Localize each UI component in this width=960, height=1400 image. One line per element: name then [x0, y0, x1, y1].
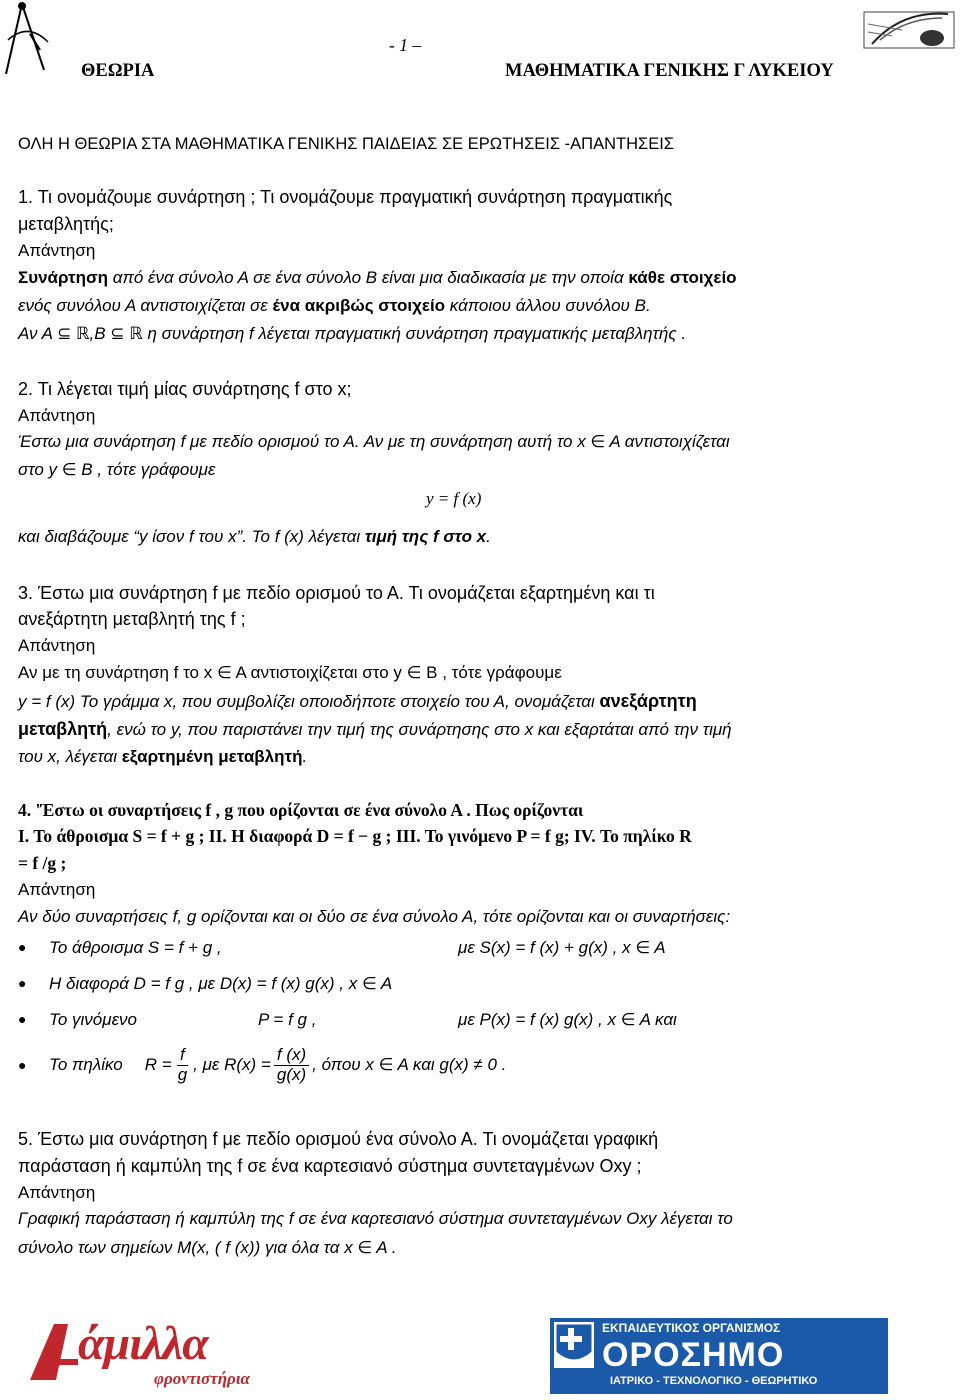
question-1-line-1: 1. Τι ονομάζουμε συνάρτηση ; Τι ονομάζουμε πραγματική συνάρτηση πραγματικής	[18, 187, 673, 207]
answer-label: Απάντηση	[18, 636, 96, 655]
document-title: ΟΛΗ Η ΘΕΩΡΙΑ ΣΤΑ ΜΑΘΗΜΑΤΙΚΑ ΓΕΝΙΚΗΣ ΠΑΙΔΕΙΑΣ ΣΕ ΕΡΩΤΗΣΕΙΣ -ΑΠΑΝΤΗΣΕΙΣ	[18, 135, 674, 153]
subset-icon: ⊆	[57, 324, 72, 343]
answer-4-intro: Αν δύο συναρτήσεις f, g ορίζονται και οι δύο σε ένα σύνολο Α, τότε ορίζονται και οι συναρτήσεις:	[18, 907, 731, 926]
answer-1-line-2: ενός συνόλου Α αντιστοιχίζεται σε ένα ακριβώς στοιχείο κάποιου άλλου συνόλου Β.	[18, 296, 651, 315]
question-4-title-3: = f /g ;	[18, 853, 67, 873]
page-number: - 1 –	[389, 35, 422, 55]
question-2-title: 2. Τι λέγεται τιμή μίας συνάρτησης f στο x;	[18, 379, 352, 399]
answer-1-line-3: Αν Α ⊆ ℝ,Β ⊆ ℝ η συνάρτηση f λέγεται πραγματική συνάρτηση πραγματικής μεταβλητής .	[18, 324, 687, 343]
bullet-icon: ●	[18, 977, 27, 992]
answer-5-line-1: Γραφική παράσταση ή καμπύλη της f σε ένα καρτεσιανό σύστημα συντεταγμένων Oxy λέγεται το	[18, 1209, 733, 1228]
header-right-title: ΜΑΘΗΜΑΤΙΚΑ ΓΕΝΙΚΗΣ Γ ΛΥΚΕΙΟΥ	[505, 61, 834, 81]
answer-label: Απάντηση	[18, 406, 96, 425]
question-4-title-1: 4. 'Έστω οι συναρτήσεις f , g που ορίζονται σε ένα σύνολο Α . Πως ορίζονται	[18, 800, 584, 820]
question-3-title-1: 3. Έστω μια συνάρτηση f με πεδίο ορισμού το Α. Τι ονομάζεται εξαρτημένη και τι	[18, 583, 655, 603]
answer-label: Απάντηση	[18, 880, 96, 899]
question-3-title-2: ανεξάρτητη μεταβλητή της f ;	[18, 609, 246, 629]
amilla-brand: άμιλλα	[78, 1317, 208, 1370]
product-definition: με P(x) = f (x) g(x) , x ∈ A και	[458, 1010, 677, 1029]
amilla-logo	[26, 1318, 274, 1392]
answer-3-line-1: Αν με τη συνάρτηση f το x ∈ A αντιστοιχίζεται στο y ∈ B , τότε γράφουμε	[18, 663, 562, 682]
bullet-icon: ●	[18, 1013, 27, 1028]
answer-5-line-2: σύνολο των σημείων M(x, ( f (x)) για όλα τα x ∈ A .	[18, 1238, 397, 1257]
question-5-title-2: παράσταση ή καμπύλη της f σε ένα καρτεσιανό σύστημα συντεταγμένων Oxy ;	[18, 1156, 642, 1176]
question-1-line-2: μεταβλητής;	[18, 214, 114, 234]
question-4-title-2: Ι. Το άθροισμα S = f + g ; ΙΙ. Η διαφορά D = f − g ; ΙΙΙ. Το γινόμενο P = f g; IV. Το πηλίκο R	[18, 826, 692, 846]
product-equation: P = f g ,	[258, 1010, 317, 1029]
sum-label: Το άθροισμα S = f + g ,	[49, 938, 222, 957]
product-label: Το γινόμενο	[49, 1010, 137, 1029]
header-left-title: ΘΕΩΡΙΑ	[81, 61, 155, 81]
answer-3-line-4: του x, λέγεται εξαρτημένη μεταβλητή.	[18, 747, 308, 766]
difference-definition: Η διαφορά D = f g , με D(x) = f (x) g(x) , x ∈ A	[49, 974, 393, 993]
answer-label: Απάντηση	[18, 1183, 96, 1202]
formula-y-equals-fx: y = f (x)	[426, 489, 482, 508]
greek-flag-shield-icon	[554, 1322, 594, 1368]
answer-label: Απάντηση	[18, 241, 96, 260]
bullet-icon: ●	[18, 941, 27, 956]
answer-3-line-3: μεταβλητή, ενώ το y, που παριστάνει την τιμή της συνάρτησης στο x και εξαρτάται από την τιμή	[18, 719, 732, 739]
amilla-subtitle: φροντιστήρια	[154, 1369, 250, 1388]
orosimo-brand: ΟΡΟΣΗΜΟ	[602, 1336, 785, 1374]
compass-logo-icon	[0, 0, 52, 80]
quill-inkwell-logo-icon	[862, 4, 956, 50]
answer-2-line-3: και διαβάζουμε “y ίσον f του x”. Το f (x) λέγεται τιμή της f στο x.	[18, 527, 491, 546]
orosimo-top-text: ΕΚΠΑΙΔΕΥΤΙΚΟΣ ΟΡΓΑΝΙΣΜΟΣ	[602, 1321, 781, 1335]
bullet-icon: ●	[18, 1059, 27, 1074]
answer-2-line-2: στο y ∈ B , τότε γράφουμε	[18, 460, 216, 479]
answer-3-line-2: y = f (x) Το γράμμα x, που συμβολίζει οποιοδήποτε στοιχείο του Α, ονομάζεται ανεξάρτητη	[18, 691, 697, 711]
answer-1-line-1: Συνάρτηση από ένα σύνολο Α σε ένα σύνολο Β είναι μια διαδικασία με την οποία κάθε στοιχείο	[18, 268, 737, 287]
orosimo-banner	[550, 1318, 888, 1394]
quotient-definition: Το πηλίκο R = $\frac{f}{g}$ , με R(x) = $\frac{f (x)}{g(x)}$ , όπου x ∈ A και g(x) ≠ 0 .	[49, 1044, 507, 1084]
subset-icon: ⊆	[110, 324, 125, 343]
question-5-title-1: 5. Έστω μια συνάρτηση f με πεδίο ορισμού ένα σύνολο Α. Τι ονομάζεται γραφική	[18, 1129, 659, 1149]
answer-2-line-1: Έστω μια συνάρτηση f με πεδίο ορισμού το Α. Αν με τη συνάρτηση αυτή το x ∈ A αντιστοιχίζεται	[18, 432, 730, 451]
sum-definition: με S(x) = f (x) + g(x) , x ∈ A	[458, 938, 666, 957]
orosimo-subtitle: ΙΑΤΡΙΚΟ - ΤΕΧΝΟΛΟΓΙΚΟ - ΘΕΩΡΗΤΙΚΟ	[610, 1375, 818, 1387]
